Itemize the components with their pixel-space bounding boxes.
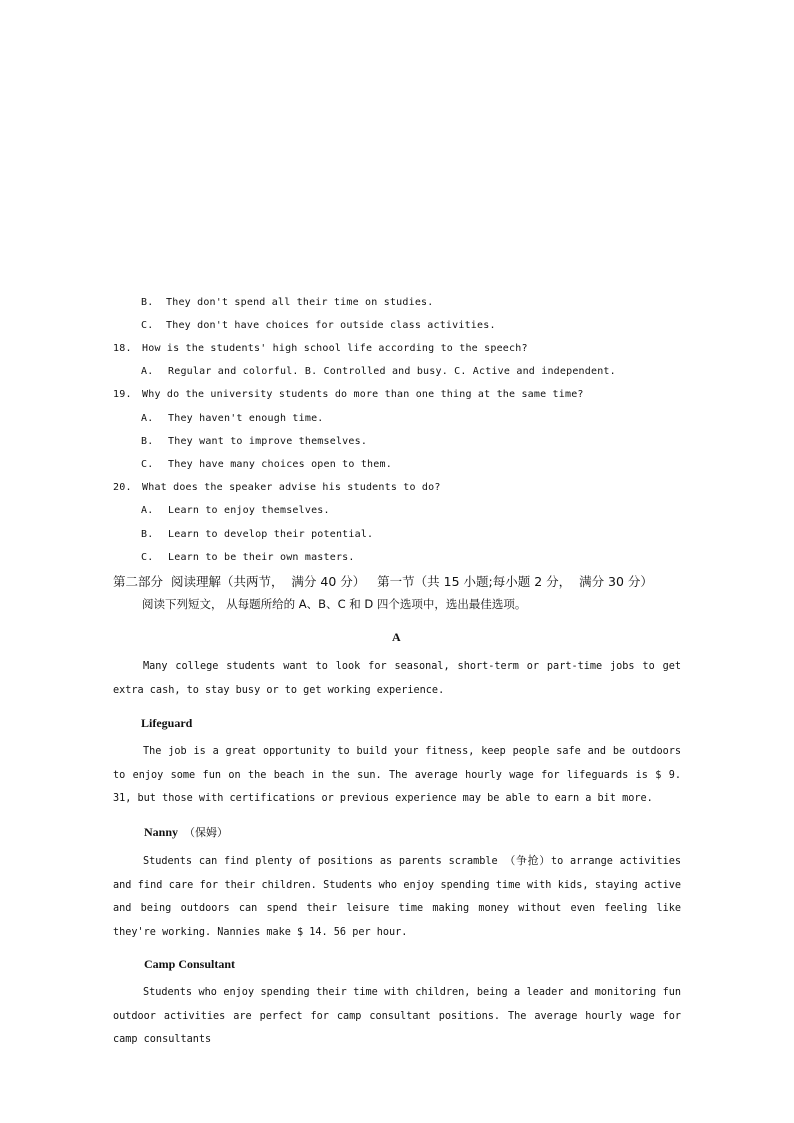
q19-text: Why do the university students do more than one thing at the same time? xyxy=(142,389,584,400)
q20-option-b-letter: B. xyxy=(141,529,154,540)
job-title-nanny xyxy=(144,824,228,840)
q19-option-b-letter: B. xyxy=(141,436,154,447)
passage-label: A xyxy=(392,630,401,644)
section-two-instruction: 阅读下列短文， 从每题所给的 A、B、C 和 D 四个选项中，选出最佳选项。 xyxy=(142,597,527,611)
job-title-camp-consultant: Camp Consultant xyxy=(144,957,236,971)
job-body-nanny xyxy=(113,849,681,944)
passage-intro xyxy=(113,655,681,702)
q18-option-a-letter: A. xyxy=(141,366,154,377)
q19-option-a-letter: A. xyxy=(141,413,154,424)
job-title-nanny-text: Nanny xyxy=(144,825,179,839)
q20-option-b-text: Learn to develop their potential. xyxy=(168,529,374,540)
q17-option-c-text: They don't have choices for outside class activities. xyxy=(166,320,496,331)
q19-number: 19. xyxy=(113,389,132,400)
job-body-nanny-after: to arrange activities and find care for their children. Students who enjoy spending time with kids, staying active and being outdoors can spend their leisure time making money without even feeling like they're working. Nannies make $ 14. 56 per hour. xyxy=(113,856,681,938)
q19-option-c-text: They have many choices open to them. xyxy=(168,459,392,470)
q20-option-c-text: Learn to be their own masters. xyxy=(168,552,355,563)
q20-option-a-text: Learn to enjoy themselves. xyxy=(168,505,330,516)
job-body-lifeguard xyxy=(113,740,681,811)
job-body-camp-consultant-text: Students who enjoy spending their time with children, being a leader and monitoring fun outdoor activities are perfect for camp consultant positions. The average hourly wage for camp consultants xyxy=(113,987,681,1045)
q19-option-a-text: They haven't enough time. xyxy=(168,413,324,424)
q20-number: 20. xyxy=(113,482,132,493)
job-body-lifeguard-text: The job is a great opportunity to build your fitness, keep people safe and be outdoors to enjoy some fun on the beach in the sun. The average hourly wage for lifeguards is $ 9. 31, but those with certifications or previous experience may be able to earn a bit more. xyxy=(113,746,681,804)
section-two-title: 第二部分 阅读理解（共两节， 满分 40 分） 第一节（共 15 小题;每小题 2 分， 满分 30 分） xyxy=(113,574,653,589)
job-body-nanny-note: （争抢） xyxy=(504,854,551,867)
q20-option-c-letter: C. xyxy=(141,552,154,563)
q18-text: How is the students' high school life according to the speech? xyxy=(142,343,528,354)
job-body-camp-consultant xyxy=(113,981,681,1052)
q17-option-c-letter: C. xyxy=(141,320,154,331)
q18-number: 18. xyxy=(113,343,132,354)
q17-option-b-letter: B. xyxy=(141,297,154,308)
job-title-lifeguard: Lifeguard xyxy=(141,716,193,730)
job-title-nanny-note: （保姆） xyxy=(184,826,229,839)
passage-intro-text: Many college students want to look for seasonal, short-term or part-time jobs to get extra cash, to stay busy or to get working experience. xyxy=(113,661,681,696)
q20-option-a-letter: A. xyxy=(141,505,154,516)
q19-option-c-letter: C. xyxy=(141,459,154,470)
q17-option-b-text: They don't spend all their time on studies. xyxy=(166,297,434,308)
q20-text: What does the speaker advise his students to do? xyxy=(142,482,441,493)
job-body-nanny-before: Students can find plenty of positions as parents scramble xyxy=(143,856,505,867)
q19-option-b-text: They want to improve themselves. xyxy=(168,436,368,447)
q18-options-text: Regular and colorful. B. Controlled and busy. C. Active and independent. xyxy=(168,366,616,377)
